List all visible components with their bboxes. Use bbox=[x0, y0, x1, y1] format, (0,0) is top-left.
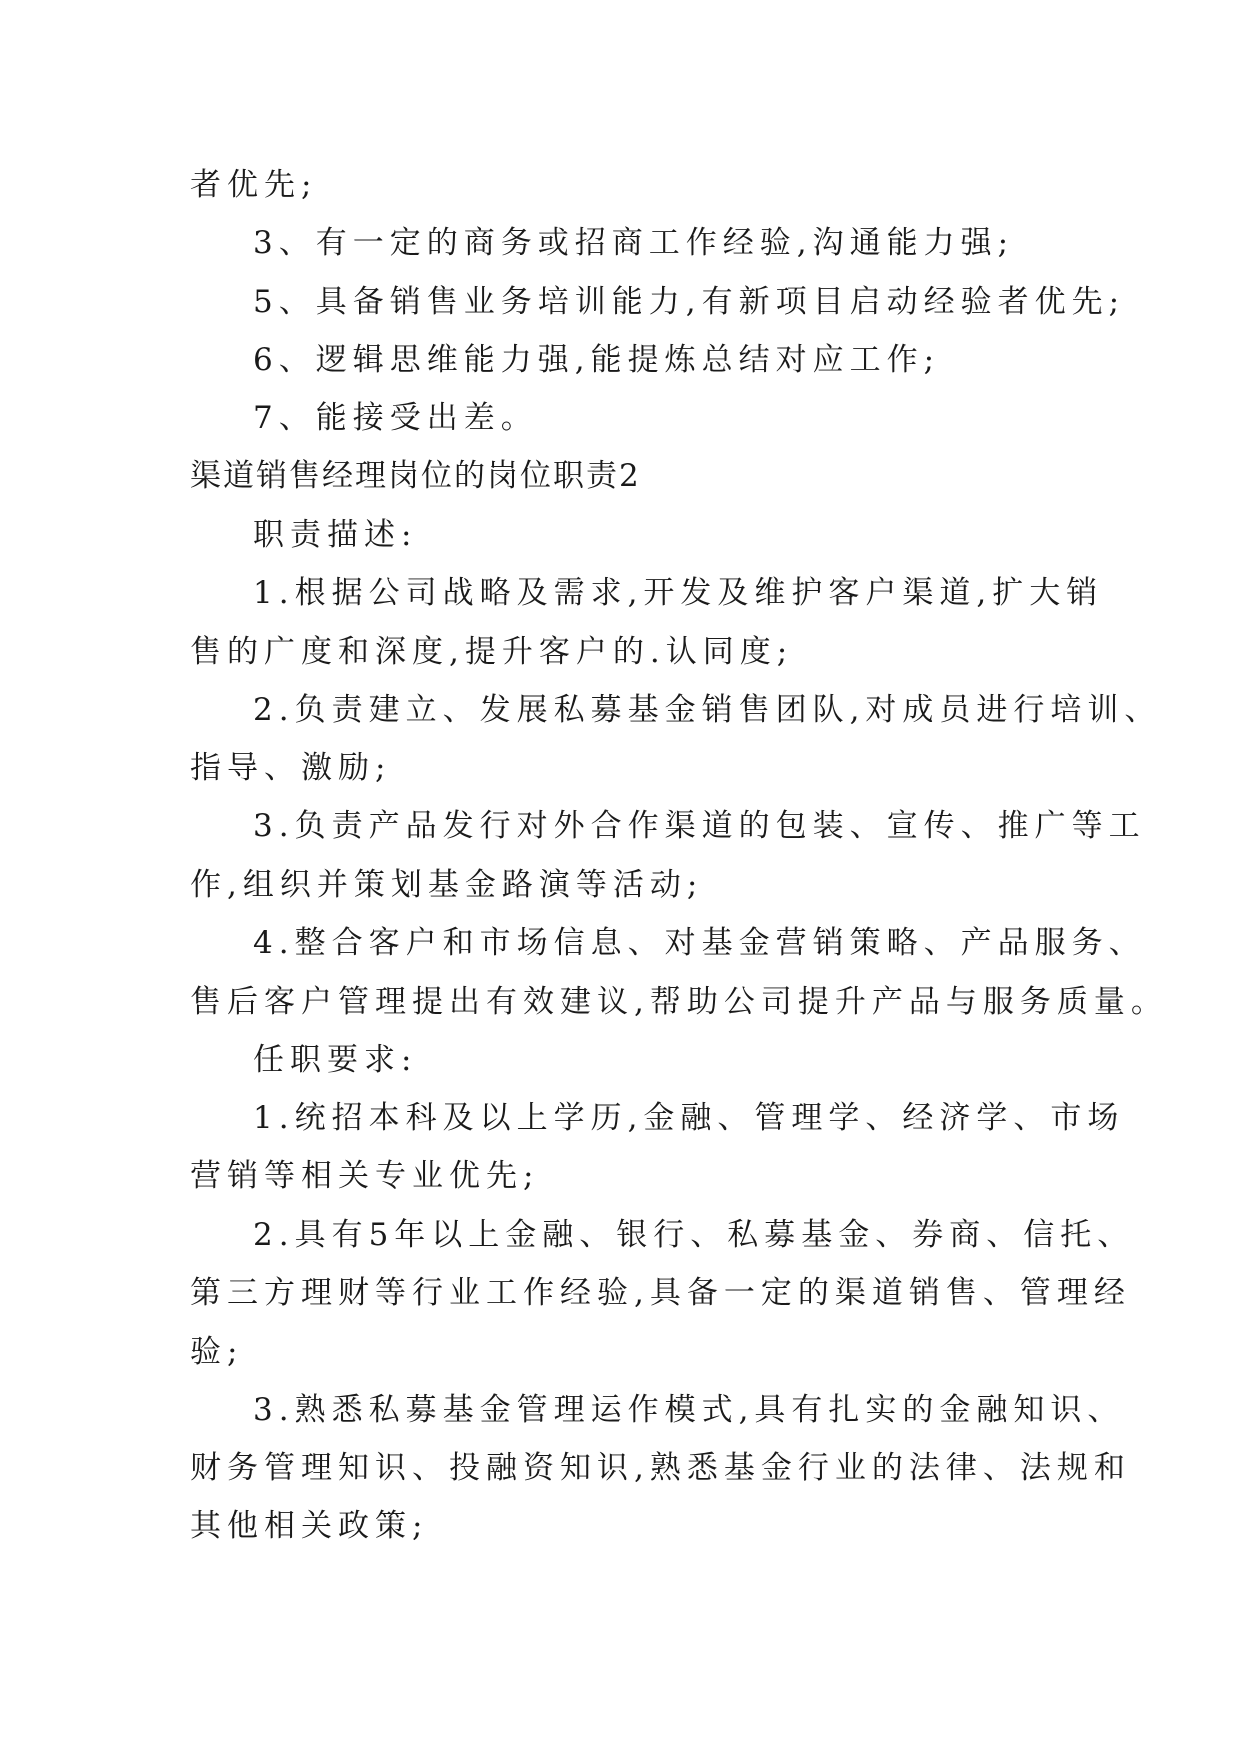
text-line: 者优先; bbox=[190, 167, 318, 203]
text-line: 售后客户管理提出有效建议,帮助公司提升产品与服务质量。 bbox=[190, 984, 1168, 1020]
text-line: 其他相关政策; bbox=[190, 1508, 429, 1544]
text-line: 营销等相关专业优先; bbox=[190, 1158, 540, 1194]
section-title: 渠道销售经理岗位的岗位职责2 bbox=[190, 458, 641, 494]
text-line: 第三方理财等行业工作经验,具备一定的渠道销售、管理经 bbox=[190, 1275, 1131, 1311]
subheading: 职责描述: bbox=[253, 517, 418, 553]
text-line: 1.统招本科及以上学历,金融、管理学、经济学、市场 bbox=[253, 1100, 1125, 1136]
text-line: 1.根据公司战略及需求,开发及维护客户渠道,扩大销 bbox=[253, 575, 1104, 611]
text-line: 7、能接受出差。 bbox=[253, 400, 538, 436]
text-line: 2.负责建立、发展私募基金销售团队,对成员进行培训、 bbox=[253, 692, 1162, 728]
text-line: 3、有一定的商务或招商工作经验,沟通能力强; bbox=[253, 225, 1015, 261]
text-line: 指导、激励; bbox=[190, 750, 392, 786]
text-line: 售的广度和深度,提升客户的.认同度; bbox=[190, 634, 794, 670]
text-line: 3.负责产品发行对外合作渠道的包装、宣传、推广等工 bbox=[253, 808, 1146, 844]
text-line: 4.整合客户和市场信息、对基金营销策略、产品服务、 bbox=[253, 925, 1146, 961]
text-line: 6、逻辑思维能力强,能提炼总结对应工作; bbox=[253, 342, 941, 378]
text-line: 3.熟悉私募基金管理运作模式,具有扎实的金融知识、 bbox=[253, 1392, 1125, 1428]
text-line: 5、具备销售业务培训能力,有新项目启动经验者优先; bbox=[253, 284, 1126, 320]
text-line: 验; bbox=[190, 1334, 244, 1370]
text-line: 2.具有5年以上金融、银行、私募基金、券商、信托、 bbox=[253, 1217, 1135, 1253]
subheading: 任职要求: bbox=[253, 1042, 418, 1078]
text-line: 作,组织并策划基金路演等活动; bbox=[190, 867, 704, 903]
text-line: 财务管理知识、投融资知识,熟悉基金行业的法律、法规和 bbox=[190, 1450, 1131, 1486]
